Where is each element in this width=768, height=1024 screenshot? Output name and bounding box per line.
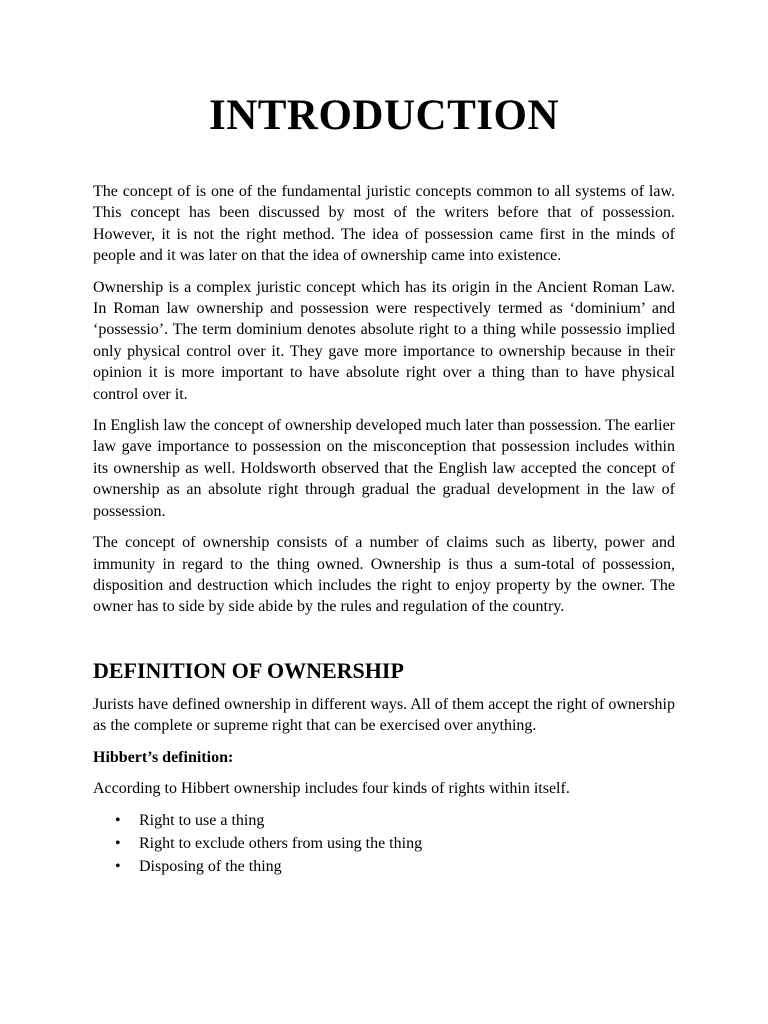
list-item <box>93 855 675 878</box>
intro-paragraph-2: Ownership is a complex juristic concept which has its origin in the Ancient Roman Law. In Roman law ownership and possession were respectively termed as ‘dominium’ and ‘possessio’. The term dominium denotes absolute right to a thing while possessio implied only physical control over it. They gave more importance to ownership because in their opinion it is more important to have absolute right over a thing than to have physical control over it. <box>93 278 675 403</box>
rights-bullet-list <box>93 809 675 878</box>
intro-paragraph-1: The concept of is one of the fundamental juristic concepts common to all systems of law. This concept has been discussed by most of the writers before that of possession. However, it is not the right method. The idea of possession came first in the minds of people and it was later on that the idea of ownership came into existence. <box>93 183 675 265</box>
hibbert-lead-paragraph: According to Hibbert ownership includes four kinds of rights within itself. <box>93 779 570 797</box>
list-item-text: Right to use a thing <box>139 811 265 829</box>
list-item-text: Right to exclude others from using the thing <box>139 834 423 852</box>
document-body <box>93 181 675 878</box>
list-item <box>93 832 675 855</box>
intro-paragraph-3: In English law the concept of ownership developed much later than possession. The earlier law gave importance to possession on the misconception that possession includes within its ownership as well. Holdsworth observed that the English law accepted the concept of ownership as an absolute right through gradual the gradual development in the law of possession. <box>93 417 675 520</box>
section-heading-definition: DEFINITION OF OWNERSHIP <box>93 657 404 683</box>
definition-intro-paragraph: Jurists have defined ownership in different ways. All of them accept the right of ownership as the complete or supreme right that can be exercised over anything. <box>93 695 675 735</box>
bullet-icon: • <box>115 811 121 829</box>
bullet-icon: • <box>115 834 121 852</box>
hibbert-subheading: Hibbert’s definition: <box>93 748 234 766</box>
bullet-icon: • <box>115 857 121 875</box>
list-item <box>93 809 675 832</box>
intro-paragraph-4: The concept of ownership consists of a number of claims such as liberty, power and immunity in regard to the thing owned. Ownership is thus a sum-total of possession, disposition and destruction which includes the right to enjoy property by the owner. The owner has to side by side abide by the rules and regulation of the country. <box>93 534 675 616</box>
list-item-text: Disposing of the thing <box>139 857 282 875</box>
page-title: INTRODUCTION <box>208 92 560 139</box>
